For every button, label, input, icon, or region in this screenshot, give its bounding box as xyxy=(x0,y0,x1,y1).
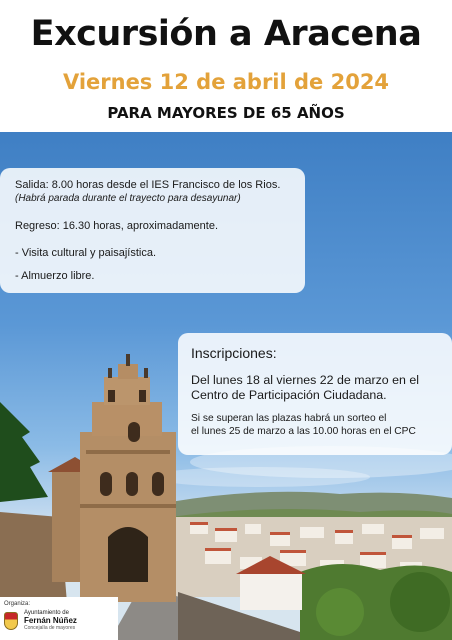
visit-item: - Visita cultural y paisajística. xyxy=(15,247,157,259)
organizer-footer xyxy=(0,597,118,640)
organizer-label: Organiza: xyxy=(4,601,31,607)
registration-dates: Del lunes 18 al viernes 22 de marzo en el xyxy=(191,373,419,387)
municipality-name: Fernán Núñez xyxy=(24,616,77,625)
town-hall-logo xyxy=(4,610,114,631)
lottery-note-2: el lunes 25 de marzo a las 10.00 horas en el CPC xyxy=(191,426,416,437)
return-text: 16.30 horas, aproximadamente. xyxy=(59,220,219,232)
registration-title: Inscripciones: xyxy=(191,345,277,361)
department-name: Concejalía de mayores xyxy=(24,625,76,631)
return-line xyxy=(15,219,293,233)
lottery-note-1: Si se superan las plazas habrá un sorteo el xyxy=(191,413,387,424)
town-hall-label: Ayuntamiento de xyxy=(24,610,69,616)
departure-text: 8.00 horas desde el IES Francisco de los Rios. xyxy=(48,179,281,191)
trip-details-box xyxy=(0,168,305,293)
return-label: Regreso: xyxy=(15,220,60,232)
header-band xyxy=(0,0,452,132)
departure-label: Salida: xyxy=(15,179,49,191)
event-date: Viernes 12 de abril de 2024 xyxy=(62,70,390,94)
breakfast-note: (Habrá parada durante el trayecto para desayunar) xyxy=(15,193,241,204)
registration-place: Centro de Participación Ciudadana. xyxy=(191,388,387,402)
audience-label: PARA MAYORES DE 65 AÑOS xyxy=(107,104,345,122)
registration-box xyxy=(178,333,452,455)
departure-line xyxy=(15,178,293,192)
poster-title: Excursión a Aracena xyxy=(30,14,422,54)
coat-of-arms-icon xyxy=(4,612,18,630)
lunch-item: - Almuerzo libre. xyxy=(15,270,95,282)
